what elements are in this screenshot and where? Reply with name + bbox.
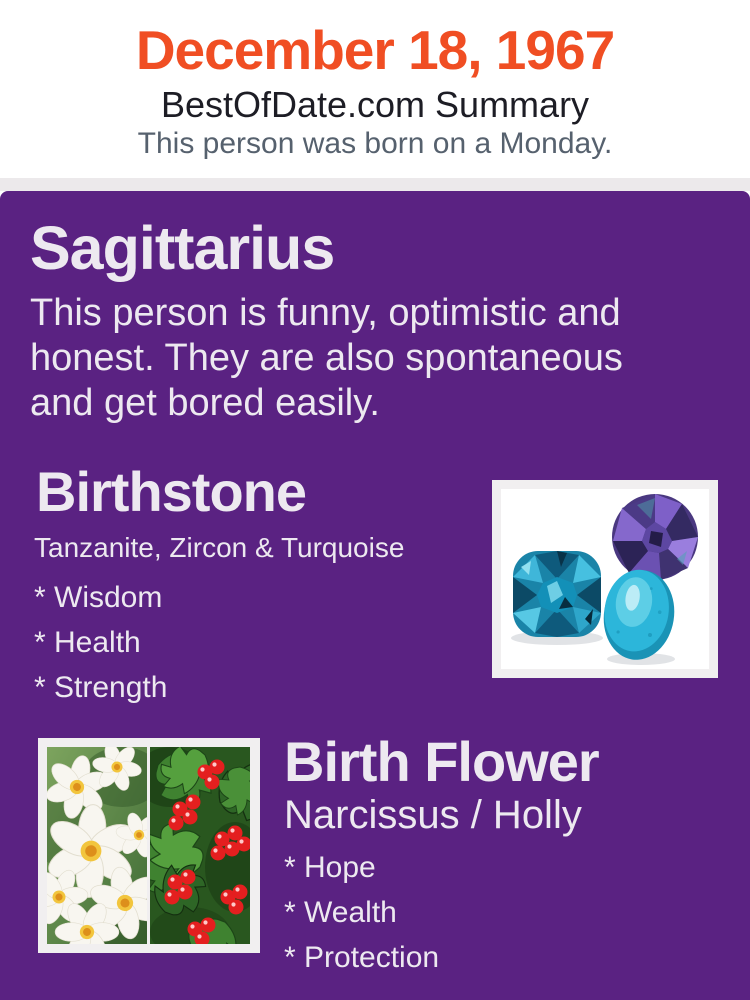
tanzanite-gem [612,494,698,580]
birth-flower-names: Narcissus / Holly [284,793,582,837]
birthstone-trait: * Wisdom [34,581,163,614]
narcissus-image [47,747,147,944]
zircon-gem [513,551,601,637]
birthstone-trait: * Strength [34,671,168,704]
summary-card [0,191,750,1000]
gemstones-image-frame [492,480,718,678]
site-summary-title: BestOfDate.com Summary [160,84,590,125]
holly-image [150,747,250,944]
birth-flower-trait: * Protection [284,941,440,974]
birthstone-title: Birthstone [36,460,306,523]
header-divider [0,178,750,191]
zodiac-sign-title: Sagittarius [30,214,335,282]
birth-flower-trait: * Hope [284,851,376,884]
birth-flower-image-frame [38,738,260,953]
birth-flower-title: Birth Flower [284,730,599,793]
birthstone-names: Tanzanite, Zircon & Turquoise [34,532,405,563]
turquoise-gem [597,565,680,665]
page-title-date: December 18, 1967 [135,19,615,81]
gemstones-image [501,489,709,669]
birth-flower-traits-list [284,851,439,986]
born-weekday-line: This person was born on a Monday. [137,127,613,160]
birthstone-trait: * Health [34,626,141,659]
birthstone-traits-list [34,581,167,716]
birth-flower-trait: * Wealth [284,896,397,929]
zodiac-description: This person is funny, optimistic and honest. They are also spontaneous and get bored easily. [30,292,623,424]
